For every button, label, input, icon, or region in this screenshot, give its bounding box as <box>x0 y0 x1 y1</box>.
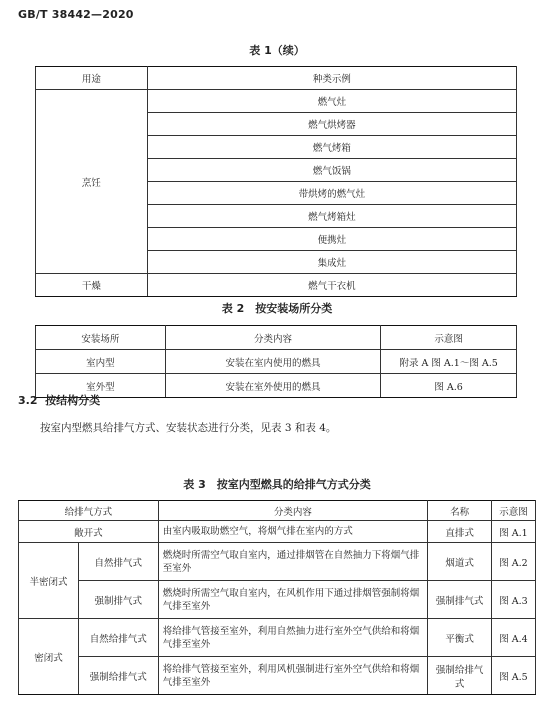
table-cell: 强制给排气式 <box>428 657 492 695</box>
table1 <box>35 66 517 297</box>
table-cell: 附录 A 图 A.1～图 A.5 <box>381 350 517 374</box>
table-cell: 自然排气式 <box>78 543 158 581</box>
table-cell: 直排式 <box>428 521 492 543</box>
table2-header-content: 分类内容 <box>165 326 381 350</box>
table-cell: 由室内吸取助燃空气，将烟气排在室内的方式 <box>158 521 427 543</box>
section-paragraph: 按室内型燃具给排气方式、安装状态进行分类，见表 3 和表 4。 <box>40 422 337 434</box>
table-cell: 图 A.1 <box>492 521 536 543</box>
table-cell: 将给排气管接至室外，利用自然抽力进行室外空气供给和将烟气排至室外 <box>158 619 427 657</box>
table3-header-figure: 示意图 <box>492 501 536 521</box>
table1-item: 燃气烤箱灶 <box>147 205 516 228</box>
table3-header-content: 分类内容 <box>158 501 427 521</box>
table1-caption: 表 1（续） <box>249 44 305 57</box>
table-cell: 图 A.5 <box>492 657 536 695</box>
table-cell: 图 A.3 <box>492 581 536 619</box>
table1-item: 便携灶 <box>147 228 516 251</box>
table1-header-examples: 种类示例 <box>147 67 516 90</box>
table1-item: 带烘烤的燃气灶 <box>147 182 516 205</box>
standard-header: GB/T 38442—2020 <box>18 8 134 21</box>
table1-use-drying: 干燥 <box>36 274 148 297</box>
table-cell: 平衡式 <box>428 619 492 657</box>
table-cell: 图 A.4 <box>492 619 536 657</box>
table3-closed-type: 密闭式 <box>19 619 79 695</box>
table-cell: 安装在室外使用的燃具 <box>165 374 381 398</box>
table1-item: 燃气干衣机 <box>147 274 516 297</box>
table1-item: 燃气饭锅 <box>147 159 516 182</box>
table3 <box>18 500 536 695</box>
table-cell: 室外型 <box>36 374 166 398</box>
table3-open-type: 敞开式 <box>19 521 159 543</box>
table-cell: 图 A.2 <box>492 543 536 581</box>
table-cell: 强制给排气式 <box>78 657 158 695</box>
table1-header-use: 用途 <box>36 67 148 90</box>
table3-caption: 表 3 按室内型燃具的给排气方式分类 <box>183 478 371 491</box>
table1-item: 燃气烤箱 <box>147 136 516 159</box>
table3-header-method: 给排气方式 <box>19 501 159 521</box>
table-cell: 室内型 <box>36 350 166 374</box>
table-cell: 强制排气式 <box>428 581 492 619</box>
table-cell: 图 A.6 <box>381 374 517 398</box>
table1-item: 燃气灶 <box>147 90 516 113</box>
table-cell: 强制排气式 <box>78 581 158 619</box>
section-heading <box>18 392 100 408</box>
section-number: 3.2 <box>18 394 38 407</box>
table3-semi-type: 半密闭式 <box>19 543 79 619</box>
table-cell: 烟道式 <box>428 543 492 581</box>
table-cell: 安装在室内使用的燃具 <box>165 350 381 374</box>
table2-header-location: 安装场所 <box>36 326 166 350</box>
table1-item: 集成灶 <box>147 251 516 274</box>
table-cell: 自然给排气式 <box>78 619 158 657</box>
table1-use-cooking: 烹饪 <box>36 90 148 274</box>
table3-header-name: 名称 <box>428 501 492 521</box>
table1-item: 燃气烘烤器 <box>147 113 516 136</box>
table-cell: 将给排气管接至室外，利用风机强制进行室外空气供给和将烟气排至室外 <box>158 657 427 695</box>
table2-header-figure: 示意图 <box>381 326 517 350</box>
table2-caption: 表 2 按安装场所分类 <box>221 302 333 315</box>
table2 <box>35 325 517 398</box>
section-title: 按结构分类 <box>45 394 101 407</box>
table-cell: 燃烧时所需空气取自室内，通过排烟管在自然抽力下将烟气排至室外 <box>158 543 427 581</box>
table-cell: 燃烧时所需空气取自室内，在风机作用下通过排烟管强制将烟气排至室外 <box>158 581 427 619</box>
